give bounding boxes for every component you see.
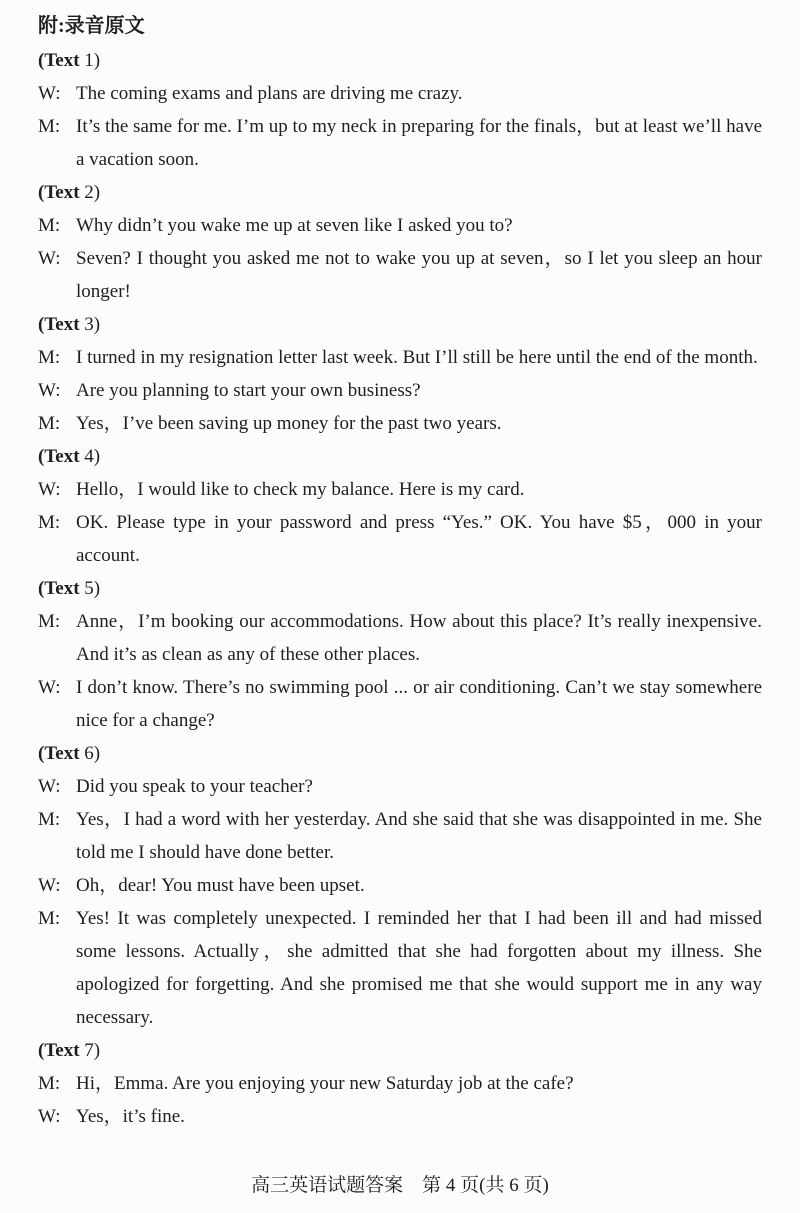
dialogue-text: Oh，dear! You must have been upset.: [76, 875, 365, 896]
dialogue-line: [38, 605, 762, 671]
speaker-label: M:: [38, 215, 61, 236]
dialogue-line: [38, 242, 762, 308]
dialogue-text: Yes，it’s fine.: [76, 1106, 185, 1127]
dialogue-line: [38, 341, 762, 374]
dialogue-line: [38, 770, 762, 803]
speaker-label: M:: [38, 611, 61, 632]
dialogue-text: OK. Please type in your password and press “Yes.” OK. You have $5，000 in your account.: [76, 512, 762, 566]
speaker-label: M:: [38, 908, 61, 929]
dialogue-line: [38, 671, 762, 737]
section-title-number: 4): [79, 446, 101, 467]
section-title-number: 1): [79, 50, 101, 71]
section-text-4: [38, 440, 762, 572]
dialogue-line: [38, 902, 762, 1034]
dialogue-line: [38, 77, 762, 110]
dialogue-line: [38, 869, 762, 902]
dialogue-text: It’s the same for me. I’m up to my neck in preparing for the finals，but at least we’ll have a vacation soon.: [76, 116, 762, 170]
speaker-label: M:: [38, 1073, 61, 1094]
dialogue-text: Hi，Emma. Are you enjoying your new Saturday job at the cafe?: [76, 1073, 574, 1094]
section-title-bold: (Text: [38, 50, 80, 71]
section-title: [38, 440, 762, 473]
speaker-label: M:: [38, 347, 61, 368]
dialogue-text: Yes，I had a word with her yesterday. And she said that she was disappointed in me. She told me I should have done better.: [76, 809, 762, 863]
section-title: [38, 44, 762, 77]
dialogue-text: I turned in my resignation letter last week. But I’ll still be here until the end of the month.: [76, 347, 758, 368]
section-text-3: [38, 308, 762, 440]
section-title: [38, 1034, 762, 1067]
dialogue-line: [38, 473, 762, 506]
dialogue-line: [38, 209, 762, 242]
speaker-label: M:: [38, 512, 61, 533]
dialogue-line: [38, 1100, 762, 1133]
speaker-label: W:: [38, 380, 61, 401]
speaker-label: W:: [38, 677, 61, 698]
dialogue-text: Yes，I’ve been saving up money for the past two years.: [76, 413, 502, 434]
section-title: [38, 737, 762, 770]
section-title: [38, 176, 762, 209]
section-title: [38, 308, 762, 341]
dialogue-line: [38, 1067, 762, 1100]
section-title-number: 7): [79, 1040, 101, 1061]
speaker-label: W:: [38, 83, 61, 104]
section-title-number: 2): [79, 182, 101, 203]
section-title-bold: (Text: [38, 182, 80, 203]
section-title-bold: (Text: [38, 743, 80, 764]
dialogue-line: [38, 803, 762, 869]
section-title-number: 6): [79, 743, 101, 764]
section-title-bold: (Text: [38, 314, 80, 335]
dialogue-line: [38, 374, 762, 407]
dialogue-text: Why didn’t you wake me up at seven like I asked you to?: [76, 215, 513, 236]
dialogue-text: Hello，I would like to check my balance. Here is my card.: [76, 479, 525, 500]
section-title-number: 5): [79, 578, 101, 599]
dialogue-text: Anne，I’m booking our accommodations. How about this place? It’s really inexpensive. And it’s as clean as any of these other places.: [76, 611, 762, 665]
page-footer: 高三英语试题答案 第 4 页(共 6 页): [251, 1175, 549, 1196]
dialogue-line: [38, 506, 762, 572]
speaker-label: W:: [38, 479, 61, 500]
speaker-label: W:: [38, 248, 61, 269]
dialogue-text: I don’t know. There’s no swimming pool ... or air conditioning. Can’t we stay somewhere nice for a change?: [76, 677, 762, 731]
section-text-2: [38, 176, 762, 308]
section-title: [38, 572, 762, 605]
speaker-label: W:: [38, 875, 61, 896]
section-title-number: 3): [79, 314, 101, 335]
dialogue-line: [38, 110, 762, 176]
dialogue-text: The coming exams and plans are driving me crazy.: [76, 83, 463, 104]
dialogue-text: Are you planning to start your own business?: [76, 380, 421, 401]
speaker-label: M:: [38, 413, 61, 434]
section-text-6: [38, 737, 762, 1034]
speaker-label: M:: [38, 809, 61, 830]
section-title-bold: (Text: [38, 446, 80, 467]
speaker-label: W:: [38, 776, 61, 797]
section-text-7: [38, 1034, 762, 1133]
speaker-label: M:: [38, 116, 61, 137]
speaker-label: W:: [38, 1106, 61, 1127]
section-title-bold: (Text: [38, 1040, 80, 1061]
dialogue-text: Did you speak to your teacher?: [76, 776, 313, 797]
section-text-5: [38, 572, 762, 737]
document-title: 附:录音原文: [38, 15, 145, 37]
dialogue-text: Seven? I thought you asked me not to wake you up at seven，so I let you sleep an hour longer!: [76, 248, 762, 302]
dialogue-line: [38, 407, 762, 440]
dialogue-text: Yes! It was completely unexpected. I reminded her that I had been ill and had missed some lessons. Actually，she admitted that she had forgotten about my illness. She apologized for forgetting. And she promised me that she would support me in any way necessary.: [76, 908, 762, 1028]
section-text-1: [38, 44, 762, 176]
section-title-bold: (Text: [38, 578, 80, 599]
